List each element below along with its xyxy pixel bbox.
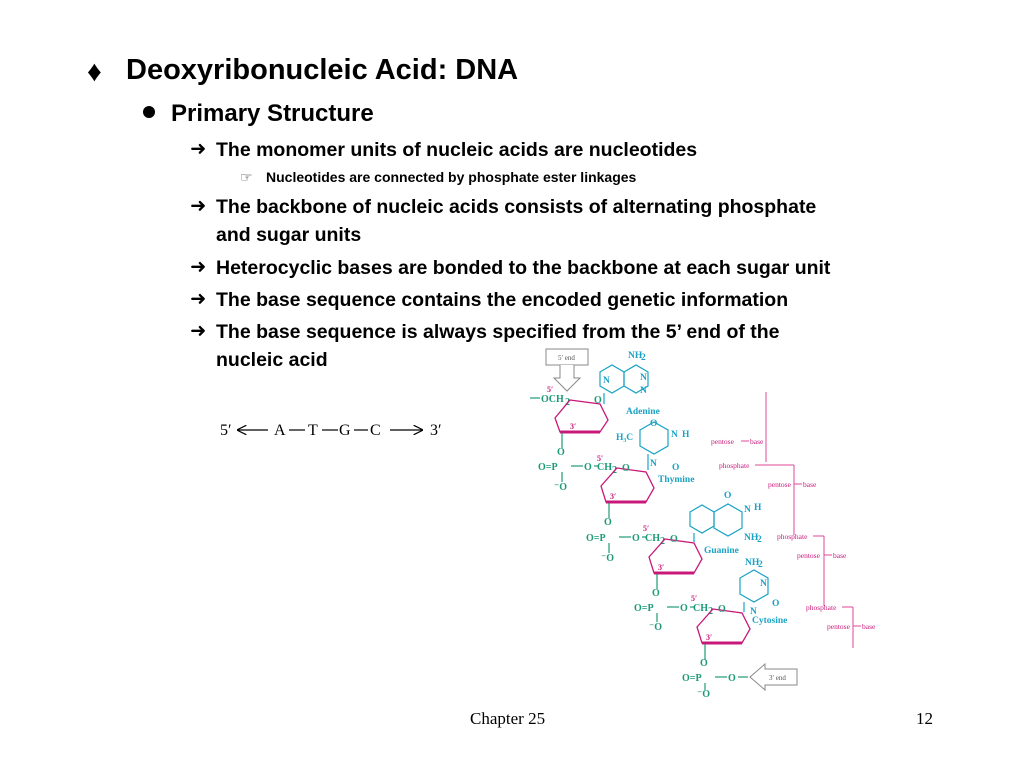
sequence-five-prime: 5′ (220, 422, 232, 439)
svg-text:NH: NH (745, 558, 760, 568)
diamond-bullet-icon: ♦ (87, 56, 102, 88)
arrow-bullet-icon: ➜ (190, 288, 207, 310)
svg-text:⁻O: ⁻O (554, 482, 568, 493)
svg-text:N: N (650, 459, 657, 469)
three-prime-end-callout (750, 664, 797, 690)
svg-text:3′: 3′ (610, 492, 617, 501)
svg-text:O: O (594, 395, 602, 406)
svg-text:O=P: O=P (634, 603, 654, 614)
hand-bullet-icon: ☞ (240, 169, 253, 185)
svg-text:CH: CH (693, 603, 708, 614)
guanine-label: Guanine (704, 546, 739, 556)
svg-text:O: O (772, 599, 780, 609)
dot-bullet-icon (143, 106, 155, 118)
svg-text:O: O (724, 491, 732, 501)
base-t: T (308, 422, 318, 439)
base-g: G (339, 422, 351, 439)
backbone-schematic (711, 392, 876, 648)
svg-text:2: 2 (758, 560, 763, 570)
svg-text:2: 2 (708, 606, 713, 617)
arrow-bullet-icon: ➜ (190, 138, 207, 160)
svg-text:O: O (622, 463, 630, 474)
svg-text:O=P: O=P (538, 462, 558, 473)
svg-text:H: H (682, 430, 690, 440)
arrow-bullet-icon: ➜ (190, 320, 207, 342)
svg-text:NH: NH (628, 351, 643, 361)
sequence-three-prime: 3′ (430, 422, 442, 439)
svg-text:N: N (750, 607, 757, 617)
svg-text:O: O (604, 517, 612, 528)
svg-text:N: N (671, 430, 678, 440)
nucleotide-thymine (594, 419, 694, 518)
svg-text:base: base (862, 622, 876, 631)
phosphate-group (586, 517, 640, 564)
svg-text:⁻O: ⁻O (601, 553, 615, 564)
svg-text:N: N (640, 386, 647, 396)
svg-text:2: 2 (757, 535, 762, 545)
thymine-label: Thymine (658, 475, 695, 485)
svg-text:base: base (833, 551, 847, 560)
svg-text:O: O (728, 673, 736, 684)
svg-text:N: N (760, 579, 767, 589)
svg-text:O: O (672, 463, 680, 473)
phosphate-group (682, 658, 748, 700)
svg-text:base: base (750, 437, 764, 446)
five-prime-end-label: 5′ end (558, 354, 575, 362)
svg-text:5′: 5′ (547, 385, 554, 394)
svg-text:O: O (718, 604, 726, 615)
svg-text:phosphate: phosphate (806, 603, 837, 612)
svg-text:O=P: O=P (586, 533, 606, 544)
svg-text:2: 2 (641, 353, 646, 363)
svg-text:OCH: OCH (541, 394, 564, 405)
svg-text:O: O (632, 533, 640, 544)
adenine-label: Adenine (626, 407, 660, 417)
svg-text:O: O (680, 603, 688, 614)
bullet-sequence: The base sequence contains the encoded genetic information (216, 289, 789, 311)
svg-text:5′: 5′ (691, 594, 698, 603)
bullet-direction-line1: The base sequence is always specified from the 5’ end of the (216, 321, 780, 343)
svg-text:5′: 5′ (597, 454, 604, 463)
svg-text:5′: 5′ (643, 524, 650, 533)
svg-text:NH: NH (744, 533, 759, 543)
bullet-direction-line2: nucleic acid (216, 349, 328, 371)
svg-text:phosphate: phosphate (719, 461, 750, 470)
svg-text:phosphate: phosphate (777, 532, 808, 541)
base-c: C (370, 422, 381, 439)
bullet-linkages: Nucleotides are connected by phosphate ester linkages (266, 169, 637, 185)
arrow-bullet-icon: ➜ (190, 195, 207, 217)
svg-text:⁻O: ⁻O (649, 622, 663, 633)
svg-text:CH: CH (597, 462, 612, 473)
svg-text:O: O (652, 588, 660, 599)
bullet-bases: Heterocyclic bases are bonded to the backbone at each sugar unit (216, 257, 831, 279)
slide-title: Deoxyribonucleic Acid: DNA (126, 54, 519, 86)
bullet-backbone-line1: The backbone of nucleic acids consists of alternating phosphate (216, 196, 817, 218)
nucleotide-guanine (642, 491, 762, 589)
svg-text:⁻O: ⁻O (697, 689, 711, 700)
bullet-monomer: The monomer units of nucleic acids are nucleotides (216, 139, 698, 161)
svg-text:2: 2 (565, 397, 570, 408)
svg-text:2: 2 (612, 465, 617, 476)
svg-text:N: N (603, 376, 610, 386)
sequence-diagram (210, 415, 460, 445)
svg-text:pentose: pentose (711, 437, 734, 446)
arrow-bullet-icon: ➜ (190, 256, 207, 278)
svg-text:O: O (670, 534, 678, 545)
svg-text:O: O (650, 419, 658, 429)
svg-text:O=P: O=P (682, 673, 702, 684)
dna-strand-figure (510, 340, 910, 700)
footer-page-number: 12 (916, 709, 933, 728)
three-prime-end-label: 3′ end (769, 674, 786, 682)
svg-text:N: N (640, 373, 647, 383)
cytosine-label: Cytosine (752, 616, 788, 626)
subtitle: Primary Structure (171, 100, 374, 127)
svg-text:H: H (754, 503, 762, 513)
svg-text:O: O (557, 447, 565, 458)
bullet-backbone-line2: and sugar units (216, 224, 362, 246)
svg-text:pentose: pentose (768, 480, 791, 489)
svg-text:O: O (700, 658, 708, 669)
svg-text:pentose: pentose (827, 622, 850, 631)
svg-text:3′: 3′ (706, 633, 713, 642)
svg-text:O: O (584, 462, 592, 473)
phosphate-group (634, 588, 688, 633)
svg-text:CH: CH (645, 533, 660, 544)
svg-text:3′: 3′ (658, 563, 665, 572)
svg-text:3′: 3′ (570, 422, 577, 431)
svg-text:H₃C: H₃C (616, 433, 634, 443)
svg-text:2: 2 (660, 536, 665, 547)
nucleotide-cytosine (690, 558, 787, 660)
svg-text:pentose: pentose (797, 551, 820, 560)
svg-text:N: N (744, 505, 751, 515)
svg-text:base: base (803, 480, 817, 489)
base-a: A (274, 422, 286, 439)
phosphate-group (538, 447, 592, 493)
footer-chapter: Chapter 25 (470, 709, 546, 728)
